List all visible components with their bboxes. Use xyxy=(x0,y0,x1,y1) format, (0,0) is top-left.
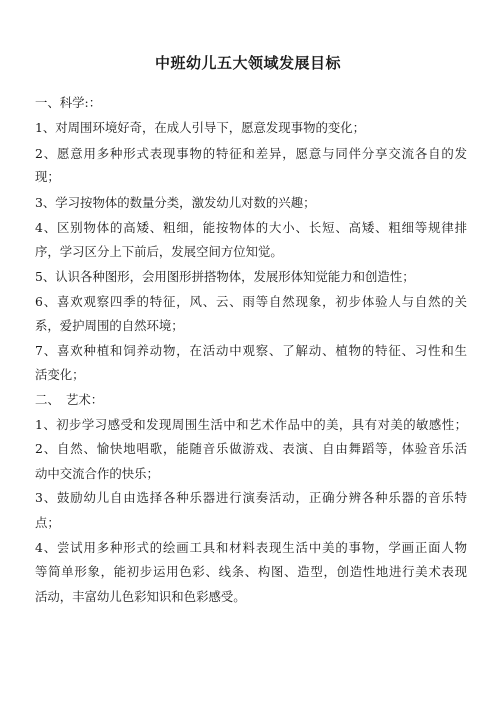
paragraph-line: 活动，丰富幼儿色彩知识和色彩感受。 xyxy=(35,589,246,604)
paragraph-line: 3、鼓励幼儿自由选择各种乐器进行演奏活动，正确分辨各种乐器的音乐特 xyxy=(35,490,467,505)
paragraph-line: 等简单形象，能初步运用色彩、线条、构图、造型，创造性地进行美术表现 xyxy=(35,564,467,579)
paragraph-line: 动中交流合作的快乐； xyxy=(35,466,159,481)
paragraph-line: 2、愿意用多种形式表现事物的特征和差异，愿意与同伴分享交流各自的发 xyxy=(35,146,467,161)
paragraph-line: 现； xyxy=(35,169,60,184)
paragraph-line: 序，学习区分上下前后，发展空间方位知觉。 xyxy=(35,244,283,259)
paragraph-line: 1、对周围环境好奇，在成人引导下，愿意发现事物的变化； xyxy=(35,120,366,135)
document-title: 中班幼儿五大领域发展目标 xyxy=(154,54,341,72)
paragraph-line: 6、喜欢观察四季的特征，风、云、雨等自然现象，初步体验人与自然的关 xyxy=(35,294,467,309)
paragraph-line: 点； xyxy=(35,515,60,530)
paragraph-line: 活变化； xyxy=(35,367,85,382)
paragraph-line: 系，爱护周围的自然环境； xyxy=(35,318,184,333)
paragraph-line: 5、认识各种图形，会用图形拼搭物体，发展形体知觉能力和创造性； xyxy=(35,269,415,284)
paragraph-line: 2、自然、愉快地唱歌，能随音乐做游戏、表演、自由舞蹈等，体验音乐活 xyxy=(35,441,467,456)
section-heading-science: 一、科学:： xyxy=(35,95,102,110)
paragraph-line: 1、初步学习感受和发现周围生活中和艺术作品中的美，具有对美的敏感性； xyxy=(35,417,467,432)
paragraph-line: 4、区别物体的高矮、粗细，能按物体的大小、长短、高矮、粗细等规律排 xyxy=(35,220,467,235)
paragraph-line: 4、尝试用多种形式的绘画工具和材料表现生活中美的事物，学画正面人物 xyxy=(35,540,467,555)
paragraph-line: 7、喜欢种植和饲养动物，在活动中观察、了解动、植物的特征、习性和生 xyxy=(35,343,467,358)
paragraph-line: 3、学习按物体的数量分类，激发幼儿对数的兴趣； xyxy=(35,195,316,210)
section-heading-art: 二、 艺术： xyxy=(35,392,104,407)
